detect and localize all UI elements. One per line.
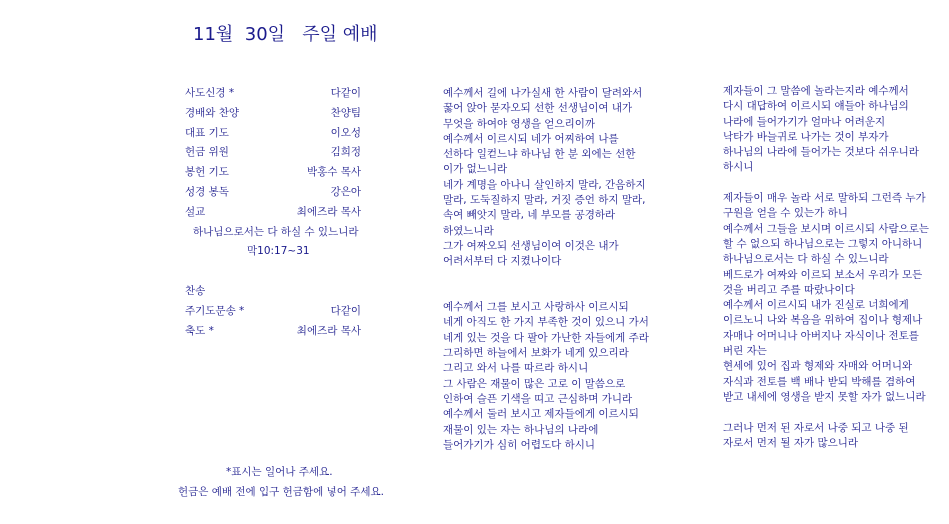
scripture-line: 다시 대답하여 이르시되 얘들아 하나님의 [723,100,909,113]
order-leader: 김희정 [330,146,361,159]
order-row-sermon [185,203,361,223]
scripture-line: 이르노니 나와 복음을 위하여 집이나 형제나 [723,314,923,327]
scripture-line: 받고 내세에 영생을 받지 못할 자가 없느니라 [723,390,926,403]
order-row-benediction [185,322,361,342]
order-leader: 강은아 [330,185,361,198]
order-label: 경배와 찬양 [185,106,240,119]
scripture-line: 그 사람은 재물이 많은 고로 이 말씀으로 [443,377,626,390]
order-label: 헌금 위원 [185,146,229,159]
order-label: 성경 봉독 [185,185,229,198]
scripture-line: 자로서 먼저 될 자가 많으니라 [723,436,859,449]
scripture-line: 할 수 없으되 하나님으로는 그렇지 아니하니 [723,237,923,250]
scripture-line: 들어가기가 심히 어렵도다 하시니 [443,438,596,451]
scripture-line [443,270,649,285]
order-leader: 찬양팀 [330,106,361,119]
scripture-line: 예수께서 그를 보시고 사랑하사 이르시되 [443,301,629,314]
scripture-line: 예수께서 이르시되 내가 진실로 너희에게 [723,299,909,312]
scripture-line: 낙타가 바늘귀로 나가는 것이 부자가 [723,130,889,143]
scripture-line: 현세에 있어 집과 형제와 자매와 어머니와 [723,360,913,373]
order-label: 찬송 [185,284,206,297]
scripture-line: 무엇을 하여야 영생을 얻으리이까 [443,117,596,130]
scripture-line: 제자들이 그 말씀에 놀라는지라 예수께서 [723,85,909,97]
scripture-line: 예수께서 그들을 보시며 이르시되 사람으로는 [723,222,930,235]
scripture-line: 제자들이 매우 놀라 서로 말하되 그런즉 누가 [723,192,926,205]
scripture-line: 어려서부터 다 지켰나이다 [443,255,562,268]
scripture-line: 자식과 전토를 백 배나 받되 박해를 겸하여 [723,375,916,388]
order-row-praise [185,104,361,124]
scripture-line [723,405,929,420]
order-row-creed [185,84,361,104]
scripture-line: 자매나 어머니나 아버지나 자식이나 전토를 [723,329,919,342]
footnote-stand: *표시는 일어나 주세요. [226,466,333,478]
scripture-line: 하나님으로서는 다 하실 수 있느니라 [723,253,889,266]
order-leader: 최에즈라 목사 [296,205,361,218]
scripture-line: 그러나 먼저 된 자로서 나중 되고 나중 된 [723,421,909,434]
order-leader: 박홍수 목사 [306,166,361,179]
scripture-line [723,176,929,191]
scripture-line: 하시니 [723,161,754,174]
scripture-line: 네가 계명을 아나니 살인하지 말라, 간음하지 [443,178,646,191]
order-label: 봉헌 기도 [185,166,229,179]
order-row-hymn [185,282,361,302]
sermon-title: 하나님으로서는 다 하실 수 있느니라 [193,225,359,238]
scripture-line: 선하다 일컫느냐 하나님 한 분 외에는 선한 [443,148,636,161]
order-label: 주기도문송 * [185,304,245,317]
order-row-offering-committee [185,143,361,163]
scripture-line: 베드로가 여짜와 이르되 보소서 우리가 모든 [723,268,923,281]
order-row-lords-prayer-song [185,302,361,322]
order-label: 대표 기도 [185,126,229,139]
page-title: 11월 30일 주일 예배 [193,24,378,45]
scripture-line: 예수께서 이르시되 네가 어찌하여 나를 [443,132,619,145]
order-leader: 다같이 [330,304,361,317]
order-leader: 이오성 [330,126,361,139]
sermon-reference: 막10:17~31 [247,245,310,258]
scripture-line: 그가 여짜오되 선생님이여 이것은 내가 [443,239,619,252]
worship-order [185,84,361,341]
order-label: 축도 * [185,324,214,337]
scripture-line: 그리고 와서 나를 따르라 하시니 [443,362,589,375]
scripture-line: 나라에 들어가기가 얼마나 어려운지 [723,115,886,128]
scripture-line: 그리하면 하늘에서 보화가 네게 있으리라 [443,347,629,360]
order-row-scripture-reading [185,183,361,203]
scripture-column-2 [723,84,929,451]
scripture-line: 재물이 있는 자는 하나님의 나라에 [443,423,599,436]
order-leader: 최에즈라 목사 [296,324,361,337]
scripture-line: 구원을 얻을 수 있는가 하니 [723,207,848,220]
scripture-column-1 [443,86,649,453]
spacer [185,262,361,282]
scripture-line: 인하여 슬픈 기색을 띠고 근심하며 가니라 [443,392,633,405]
scripture-line: 속여 빼앗지 말라, 네 부모를 공경하라 [443,209,616,222]
scripture-line: 네게 아직도 한 가지 부족한 것이 있으니 가서 [443,316,649,329]
scripture-line: 말라, 도둑질하지 말라, 거짓 증언 하지 말라, [443,194,646,207]
scripture-line: 꿇어 앉아 묻자오되 선한 선생님이여 내가 [443,102,633,115]
scripture-line [443,285,649,300]
order-row-prayer [185,124,361,144]
order-label: 사도신경 * [185,87,235,99]
scripture-line: 네게 있는 것을 다 팔아 가난한 자들에게 주라 [443,331,649,344]
footnote-offering: 헌금은 예배 전에 입구 헌금함에 넣어 주세요. [178,486,384,498]
scripture-line: 버린 자는 [723,345,767,358]
scripture-line: 예수께서 길에 나가실새 한 사람이 달려와서 [443,87,643,99]
order-row-offering-prayer [185,163,361,183]
scripture-line: 예수께서 둘러 보시고 제자들에게 이르시되 [443,408,639,421]
order-leader: 다같이 [330,87,361,99]
scripture-line: 것을 버리고 주를 따랐나이다 [723,283,855,296]
scripture-line: 하나님의 나라에 들어가는 것보다 쉬우니라 [723,146,919,159]
order-label: 설교 [185,205,206,218]
scripture-line: 이가 없느니라 [443,163,508,176]
scripture-line: 하였느니라 [443,224,494,237]
